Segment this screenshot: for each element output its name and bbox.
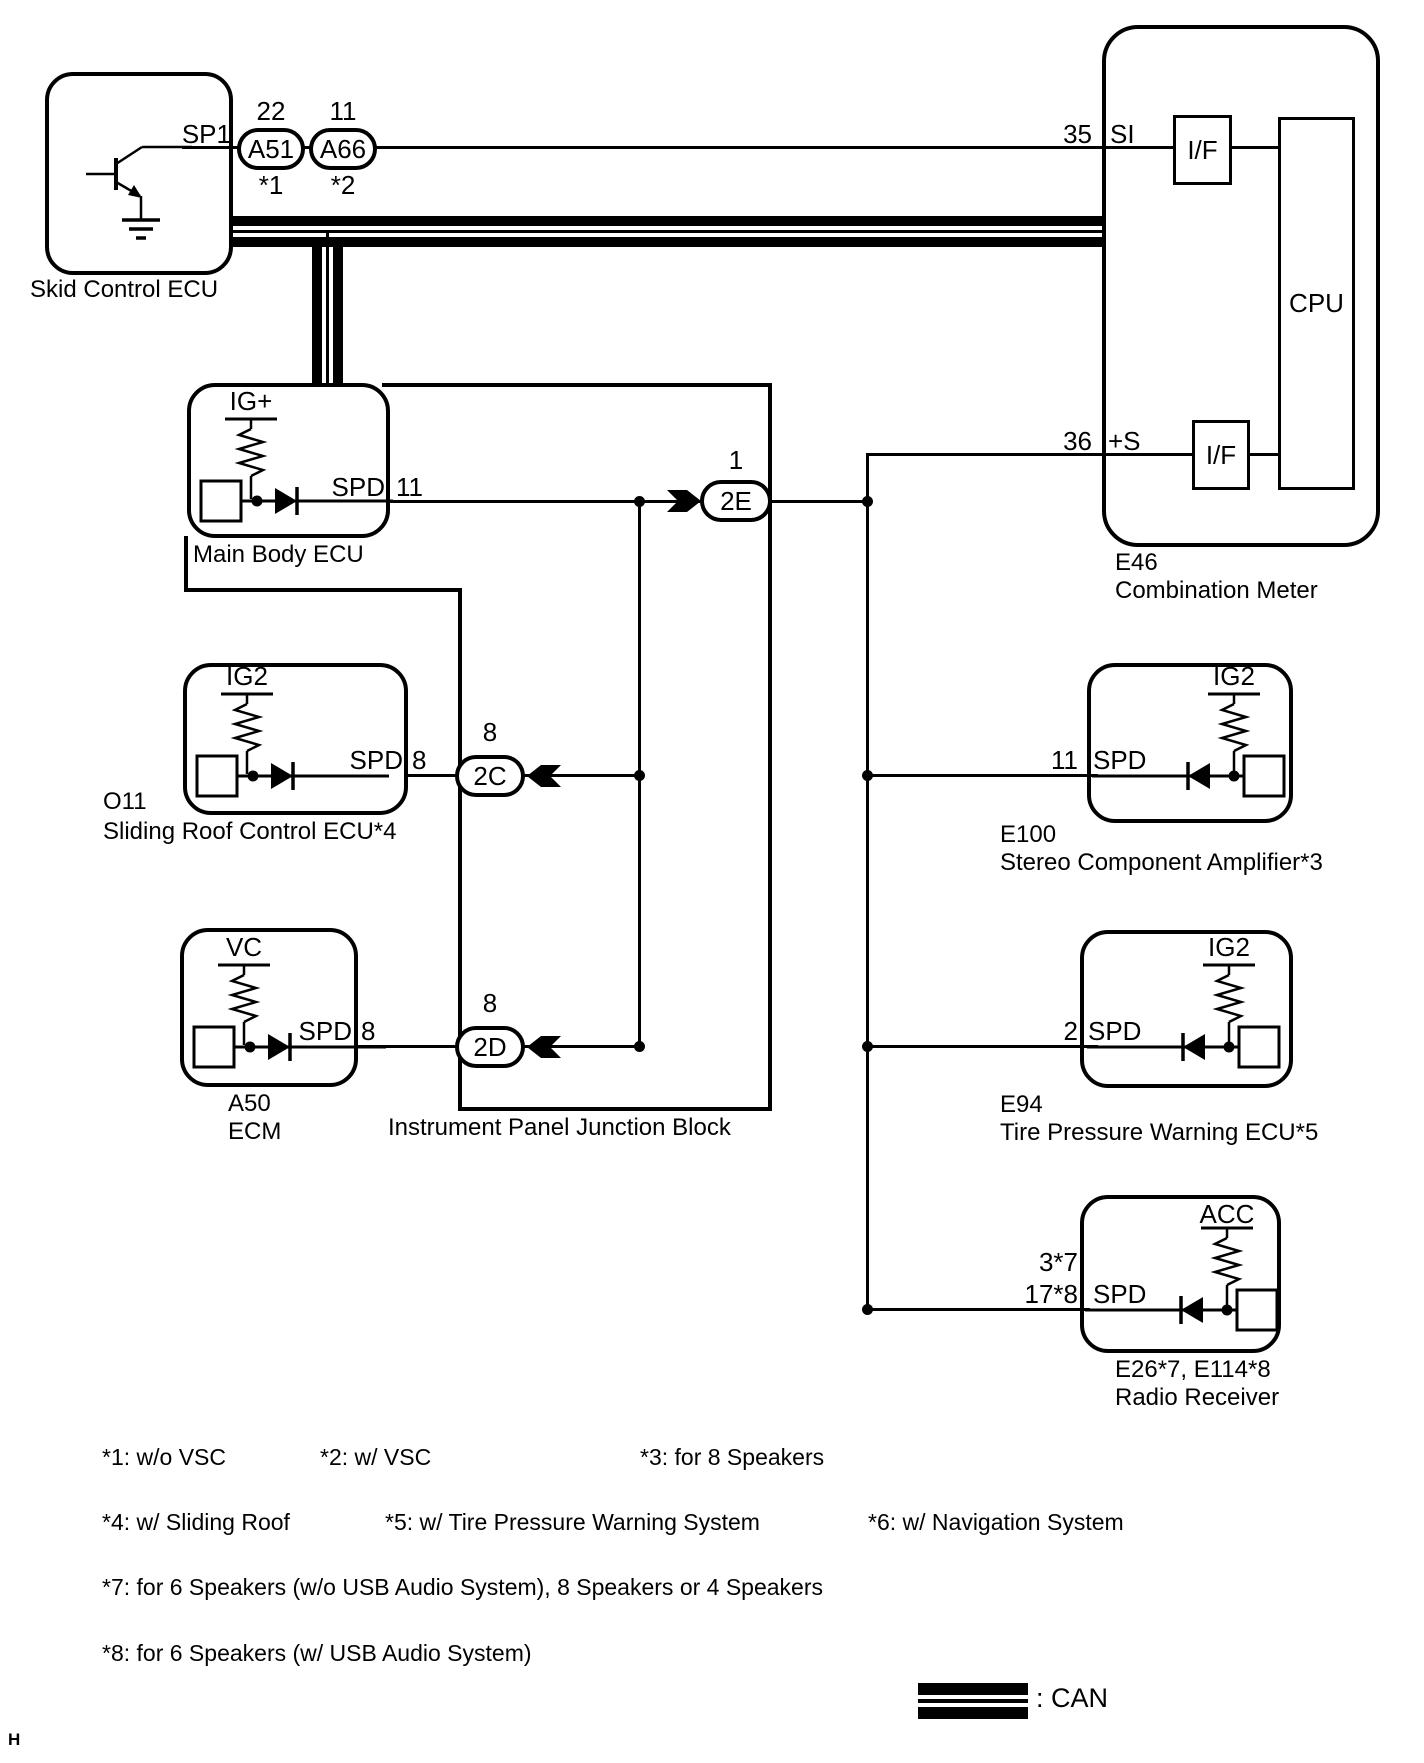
amplifier-id-label: E100 [1000, 821, 1057, 848]
connector-a66-label: A66 [319, 133, 367, 164]
tire-pressure-rail-label: IG2 [1208, 932, 1250, 962]
main-body-port-label: SPD [331, 472, 385, 502]
interface-box-bottom [1192, 420, 1250, 490]
sliding-roof-port-label: SPD [349, 745, 403, 775]
connector-2d-label: 2D [473, 1031, 507, 1062]
tire-pressure-pin-label: 2 [1063, 1016, 1078, 1046]
radio-port-label: SPD [1093, 1279, 1147, 1309]
tire-pressure-port-label: SPD [1088, 1016, 1142, 1046]
junction-block-name-label: Instrument Panel Junction Block [388, 1114, 731, 1141]
pin-2e-label: 1 [728, 445, 744, 475]
can-bus-vertical-c [333, 244, 343, 383]
ecm-internal-circuit-icon [188, 961, 388, 1071]
junction-dot [862, 1041, 873, 1052]
arrow-into-2d-icon [527, 1036, 561, 1058]
footnote-6: *6: w/ Navigation System [868, 1509, 1124, 1535]
tire-pressure-id-label: E94 [1000, 1091, 1043, 1118]
ecm-id-label: A50 [228, 1090, 271, 1117]
connector-2c-label: 2C [473, 760, 507, 791]
page-mark: H [8, 1730, 21, 1749]
sliding-roof-rail-label: IG2 [226, 661, 268, 691]
meter-name-label: Combination Meter [1115, 577, 1318, 604]
can-bus-horizontal-b [233, 230, 1102, 233]
can-legend-bar-icon [918, 1707, 1028, 1719]
radio-pin-a-label: 3*7 [1038, 1247, 1078, 1277]
amplifier-port-label: SPD [1093, 745, 1147, 775]
sliding-roof-pin-label: 8 [412, 745, 427, 775]
amplifier-pin-label: 11 [1051, 745, 1078, 775]
cpu-label: CPU [1289, 288, 1344, 318]
radio-pin-b-label: 17*8 [1024, 1279, 1078, 1309]
footnote-1: *1: w/o VSC [102, 1444, 226, 1470]
sliding-roof-name-label: Sliding Roof Control ECU*4 [103, 818, 397, 845]
junction-dot [634, 1041, 645, 1052]
can-legend-label: : CAN [1036, 1683, 1109, 1713]
main-body-name-label: Main Body ECU [193, 541, 364, 568]
meter-si-label: SI [1110, 119, 1135, 149]
can-legend-bar-icon [918, 1683, 1028, 1695]
footnote-8: *8: for 6 Speakers (w/ USB Audio System) [102, 1640, 532, 1666]
can-bus-horizontal-c [233, 237, 1102, 247]
arrow-into-2c-icon [527, 765, 561, 787]
radio-rail-label: ACC [1199, 1199, 1255, 1229]
main-body-internal-circuit-icon [195, 415, 395, 525]
footnote-4: *4: w/ Sliding Roof [102, 1509, 290, 1535]
pin-2c-label: 8 [482, 717, 498, 747]
junction-block-edge-top [382, 383, 772, 387]
meter-pin35-label: 35 [1063, 119, 1092, 149]
interface-box-top [1173, 115, 1232, 185]
pin-2d-label: 8 [482, 988, 498, 1018]
wire-trunk-right [866, 453, 869, 1311]
main-body-pin-label: 11 [396, 472, 423, 502]
can-bus-vertical-a [312, 244, 322, 383]
meter-plus-s-label: +S [1108, 426, 1141, 456]
connector-a51-label: A51 [247, 133, 295, 164]
a66-note-label: *2 [330, 170, 356, 200]
ecm-name-label: ECM [228, 1118, 282, 1145]
connector-2e-label: 2E [720, 485, 752, 516]
junction-dot [862, 1304, 873, 1315]
connector-2e [700, 480, 772, 522]
footnote-3: *3: for 8 Speakers [640, 1444, 825, 1470]
junction-dot [634, 496, 645, 507]
connector-2c [455, 755, 525, 797]
junction-block-edge-bottom [458, 1107, 772, 1111]
ecm-rail-label: VC [225, 932, 263, 962]
main-body-rail-label: IG+ [229, 386, 273, 416]
ecm-port-label: SPD [298, 1016, 352, 1046]
cpu-box [1278, 117, 1355, 490]
a51-note-label: *1 [258, 170, 284, 200]
radio-id-label: E26*7, E114*8 [1115, 1356, 1271, 1383]
can-bus-vertical-b [326, 232, 329, 383]
amplifier-rail-label: IG2 [1213, 661, 1255, 691]
sliding-roof-id-label: O11 [103, 788, 147, 815]
skid-port-label: SP1 [181, 119, 231, 149]
tire-pressure-name-label: Tire Pressure Warning ECU*5 [1000, 1119, 1319, 1146]
junction-dot [634, 770, 645, 781]
connector-a51 [237, 128, 305, 170]
junction-block-edge-left-upper [184, 536, 188, 592]
meter-id-label: E46 [1115, 549, 1158, 576]
connector-2d [455, 1026, 525, 1068]
interface-top-label: I/F [1187, 134, 1218, 165]
amplifier-name-label: Stereo Component Amplifier*3 [1000, 849, 1323, 876]
can-legend-bar-icon [918, 1699, 1028, 1703]
junction-block-edge-mid [184, 588, 462, 592]
wire-spd-mainbody-2e [390, 500, 868, 503]
radio-name-label: Radio Receiver [1115, 1384, 1280, 1411]
interface-bottom-label: I/F [1205, 439, 1237, 470]
skid-name-label: Skid Control ECU [30, 276, 219, 303]
footnote-5: *5: w/ Tire Pressure Warning System [385, 1509, 760, 1535]
a51-pin-label: 22 [256, 96, 286, 126]
junction-dot [862, 770, 873, 781]
footnote-2: *2: w/ VSC [320, 1444, 432, 1470]
junction-dot [862, 496, 873, 507]
ecm-pin-label: 8 [361, 1016, 376, 1046]
can-bus-horizontal-a [233, 216, 1102, 226]
meter-pin36-label: 36 [1063, 426, 1092, 456]
connector-a66 [309, 128, 377, 170]
a66-pin-label: 11 [329, 96, 357, 126]
transistor-ground-icon [60, 132, 200, 252]
arrow-into-2e-icon [667, 490, 701, 512]
footnote-7: *7: for 6 Speakers (w/o USB Audio System), 8 Speakers or 4 Speakers [102, 1574, 824, 1600]
